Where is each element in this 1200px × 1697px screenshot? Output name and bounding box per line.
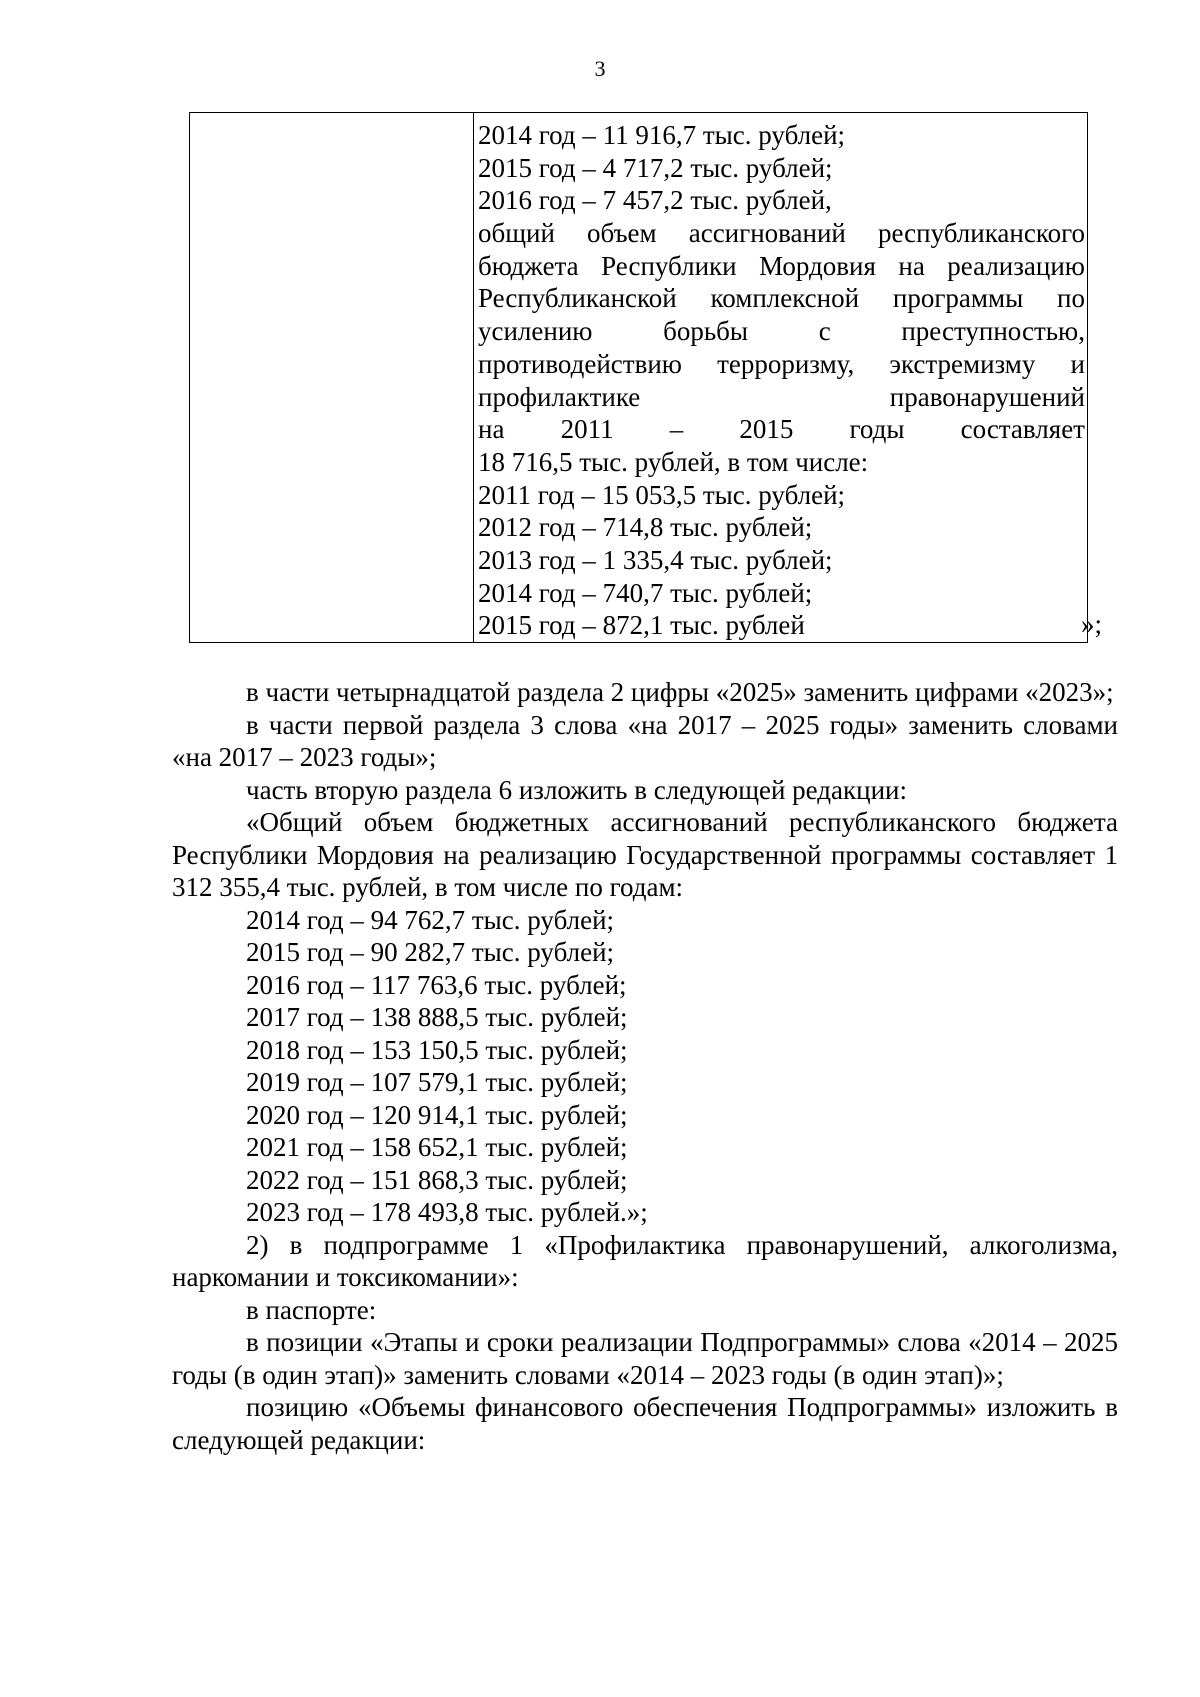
paragraph: в части первой раздела 3 слова «на 2017 – 2025 годы» заменить словами «на 2017 – 2023 годы»; <box>172 709 1118 772</box>
paragraph: в части четырнадцатой раздела 2 цифры «2025» заменить цифрами «2023»; <box>246 677 1114 707</box>
table-line: общий объем ассигнований республиканского <box>478 218 1085 249</box>
year-line: 2023 год – 178 493,8 тыс. рублей.»; <box>246 1197 648 1227</box>
table-line: 2016 год – 7 457,2 тыс. рублей, <box>478 185 832 216</box>
table-line: 2013 год – 1 335,4 тыс. рублей; <box>478 544 833 575</box>
table-line: противодействию терроризму, экстремизму и <box>478 348 1085 379</box>
table-line: 2012 год – 714,8 тыс. рублей; <box>478 512 813 543</box>
table-line: усилению борьбы с преступностью, <box>478 316 1085 347</box>
year-line: 2019 год – 107 579,1 тыс. рублей; <box>246 1067 628 1097</box>
table-line: на 2011 – 2015 годы составляет <box>478 414 1085 445</box>
paragraph: позицию «Объемы финансового обеспечения Подпрограммы» изложить в следующей редакции: <box>172 1392 1118 1455</box>
page-number: 3 <box>594 56 606 81</box>
paragraph: 2) в подпрограмме 1 «Профилактика правонарушений, алкоголизма, наркомании и токсикомании»: <box>172 1229 1118 1292</box>
year-line: 2018 год – 153 150,5 тыс. рублей; <box>246 1034 628 1065</box>
table-line: 2014 год – 740,7 тыс. рублей; <box>478 577 813 608</box>
table-line: 2015 год – 872,1 тыс. рублей <box>478 610 805 641</box>
table-line: Республиканской комплексной программы по <box>478 283 1085 314</box>
year-line: 2020 год – 120 914,1 тыс. рублей; <box>246 1099 628 1130</box>
document-body <box>172 676 1118 1456</box>
paragraph: «Общий объем бюджетных ассигнований республиканского бюджета Республики Мордовия на реализацию Государственной программы составляет 1 312 355,4 тыс. рублей, в том числе по годам: <box>172 807 1118 902</box>
table-line: 2015 год – 4 717,2 тыс. рублей; <box>478 152 833 183</box>
year-line: 2017 год – 138 888,5 тыс. рублей; <box>246 1002 628 1032</box>
paragraph: часть вторую раздела 6 изложить в следующей редакции: <box>246 774 907 805</box>
paragraph: в паспорте: <box>246 1294 377 1325</box>
table-line: 2014 год – 11 916,7 тыс. рублей; <box>478 120 846 150</box>
paragraph: в позиции «Этапы и сроки реализации Подпрограммы» слова «2014 – 2025 годы (в один этап)» заменить словами «2014 – 2023 годы (в один этап)»; <box>172 1327 1118 1390</box>
year-line: 2022 год – 151 868,3 тыс. рублей; <box>246 1164 628 1195</box>
year-line: 2016 год – 117 763,6 тыс. рублей; <box>246 969 627 1000</box>
table-line: бюджета Республики Мордовия на реализацию <box>478 250 1085 281</box>
year-line: 2021 год – 158 652,1 тыс. рублей; <box>246 1132 628 1162</box>
passport-table <box>189 112 1085 642</box>
year-line: 2015 год – 90 282,7 тыс. рублей; <box>246 937 615 967</box>
closing-quote-mark: »; <box>1081 609 1103 639</box>
table-right-cell <box>474 113 1088 643</box>
table-line: 18 716,5 тыс. рублей, в том числе: <box>478 446 869 477</box>
table-left-cell <box>190 113 474 643</box>
table-line: профилактике правонарушений <box>478 381 1085 412</box>
year-line: 2014 год – 94 762,7 тыс. рублей; <box>246 904 615 935</box>
table-line: 2011 год – 15 053,5 тыс. рублей; <box>478 479 846 510</box>
